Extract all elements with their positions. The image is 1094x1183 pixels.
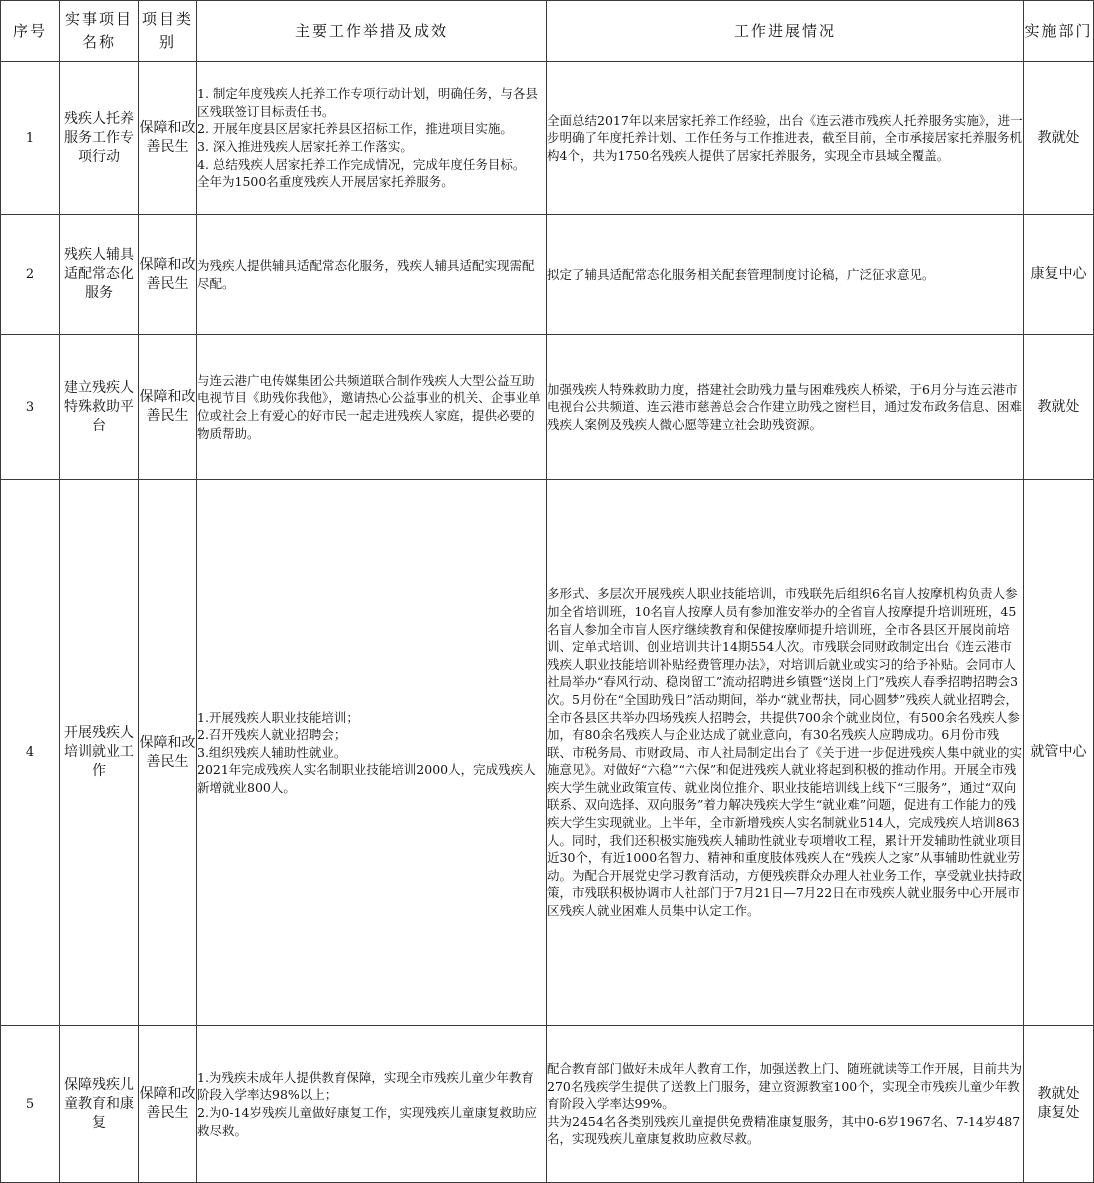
seq-cell: 1 [1, 62, 60, 215]
department-cell: 就管中心 [1024, 480, 1094, 1026]
seq-cell: 5 [1, 1026, 60, 1183]
table-row [1, 335, 1094, 480]
project-name-cell: 建立残疾人特殊救助平台 [60, 335, 139, 480]
seq-cell: 4 [1, 480, 60, 1026]
measures-cell: 1.为残疾未成年人提供教育保障，实现全市残疾儿童少年教育阶段入学率达98%以上； 2.为0-14岁残疾儿童做好康复工作，实现残疾儿童康复救助应救尽救。 [197, 1026, 547, 1183]
project-name-cell: 保障残疾儿童教育和康复 [60, 1026, 139, 1183]
table-row [1, 62, 1094, 215]
measures-cell: 为残疾人提供辅具适配常态化服务，残疾人辅具适配实现需配尽配。 [197, 215, 547, 335]
progress-cell: 多形式、多层次开展残疾人职业技能培训，市残联先后组织6名盲人按摩机构负责人参加全省培训班，10名盲人按摩人员有参加淮安举办的全省盲人按摩提升培训班班，45名盲人参加全市盲人医疗继续教育和保健按摩师提升培训班，全市各县区开展岗前培训、定单式培训、创业培训共计14期554人次。市残联会同财政制定出台《连云港市残疾人职业技能培训补贴经费管理办法》，对培训后就业或实习的给予补贴。会同市人社局举办“春风行动、稳岗留工”流动招聘进乡镇暨“送岗上门”残疾人春季招聘招聘会3次。5月份在“全国助残日”活动期间，举办“就业帮扶，同心圆梦”残疾人就业招聘会，全市各县区共举办四场残疾人招聘会，共提供700余个就业岗位，有500余名残疾人参加，有80余名残疾人与企业达成了就业意向，有30名残疾人应聘成功。6月份市残联、市税务局、市财政局、市人社局制定出台了《关于进一步促进残疾人集中就业的实施意见》。对做好“六稳”“六保”和促进残疾人就业将起到积极的推动作用。开展全市残疾大学生就业政策宣传、就业岗位推介、职业技能培训线上线下“三服务”，通过“双向联系、双向选择、双向服务”着力解决残疾大学生“就业难”问题，促进有工作能力的残疾大学生实现就业。上半年，全市新增残疾人实名制就业514人，完成残疾人培训863人。同时，我们还积极实施残疾人辅助性就业专项增收工程，累计开发辅助性就业项目近30个，有近1000名智力、精神和重度肢体残疾人在“残疾人之家”从事辅助性就业劳动。为配合开展党史学习教育活动，方便残疾群众办理人社业务工作，享受就业扶持政策，市残联积极协调市人社部门于7月21日—7月22日在市残疾人就业服务中心开展市区残疾人就业困难人员集中认定工作。 [547, 480, 1024, 1026]
category-cell: 保障和改善民生 [139, 335, 197, 480]
category-cell: 保障和改善民生 [139, 480, 197, 1026]
department-cell: 教就处 [1024, 62, 1094, 215]
header-category: 项目类别 [139, 1, 197, 62]
measures-cell: 1. 制定年度残疾人托养工作专项行动计划，明确任务，与各县区残联签订目标责任书。 2. 开展年度县区居家托养县区招标工作，推进项目实施。 3. 深入推进残疾人居家托养工作落实。 4. 总结残疾人居家托养工作完成情况，完成年度任务目标。 全年为1500名重度残疾人开展居家托养服务。 [197, 62, 547, 215]
table-row [1, 215, 1094, 335]
header-progress: 工作进展情况 [547, 1, 1024, 62]
project-name-cell: 开展残疾人培训就业工作 [60, 480, 139, 1026]
header-seq: 序号 [1, 1, 60, 62]
measures-cell: 与连云港广电传媒集团公共频道联合制作残疾人大型公益互助电视节目《助残你我他》，邀请热心公益事业的机关、企事业单位或社会上有爱心的好市民一起走进残疾人家庭，提供必要的物质帮助。 [197, 335, 547, 480]
progress-cell: 全面总结2017年以来居家托养工作经验，出台《连云港市残疾人托养服务实施》，进一步明确了年度托养计划、工作任务与工作推进表，截至目前，全市承接居家托养服务机构4个，共为1750名残疾人提供了居家托养服务，实现全市县域全覆盖。 [547, 62, 1024, 215]
progress-cell: 配合教育部门做好未成年人教育工作，加强送教上门、随班就读等工作开展，目前共为270名残疾学生提供了送教上门服务，建立资源教室100个，实现全市残疾儿童少年教育阶段入学率达99%。 共为2454名各类别残疾儿童提供免费精准康复服务，其中0-6岁1967名、7-14岁487名，实现残疾儿童康复救助应救尽救。 [547, 1026, 1024, 1183]
measures-cell: 1.开展残疾人职业技能培训； 2.召开残疾人就业招聘会； 3.组织残疾人辅助性就业。 2021年完成残疾人实名制职业技能培训2000人，完成残疾人新增就业800人。 [197, 480, 547, 1026]
header-row [1, 1, 1094, 62]
header-project: 实事项目名称 [60, 1, 139, 62]
header-measures: 主要工作举措及成效 [197, 1, 547, 62]
progress-cell: 拟定了辅具适配常态化服务相关配套管理制度讨论稿，广泛征求意见。 [547, 215, 1024, 335]
category-cell: 保障和改善民生 [139, 215, 197, 335]
project-name-cell: 残疾人托养服务工作专项行动 [60, 62, 139, 215]
department-cell: 教就处 康复处 [1024, 1026, 1094, 1183]
department-cell: 康复中心 [1024, 215, 1094, 335]
table-row [1, 1026, 1094, 1183]
department-cell: 教就处 [1024, 335, 1094, 480]
progress-cell: 加强残疾人特殊救助力度，搭建社会助残力量与困难残疾人桥梁，于6月分与连云港市电视台公共频道、连云港市慈善总会合作建立助残之窗栏目，通过发布政务信息、困难残疾人案例及残疾人微心愿等建立社会助残资源。 [547, 335, 1024, 480]
category-cell: 保障和改善民生 [139, 62, 197, 215]
header-department: 实施部门 [1024, 1, 1094, 62]
table-row [1, 480, 1094, 1026]
seq-cell: 2 [1, 215, 60, 335]
category-cell: 保障和改善民生 [139, 1026, 197, 1183]
seq-cell: 3 [1, 335, 60, 480]
project-name-cell: 残疾人辅具适配常态化服务 [60, 215, 139, 335]
